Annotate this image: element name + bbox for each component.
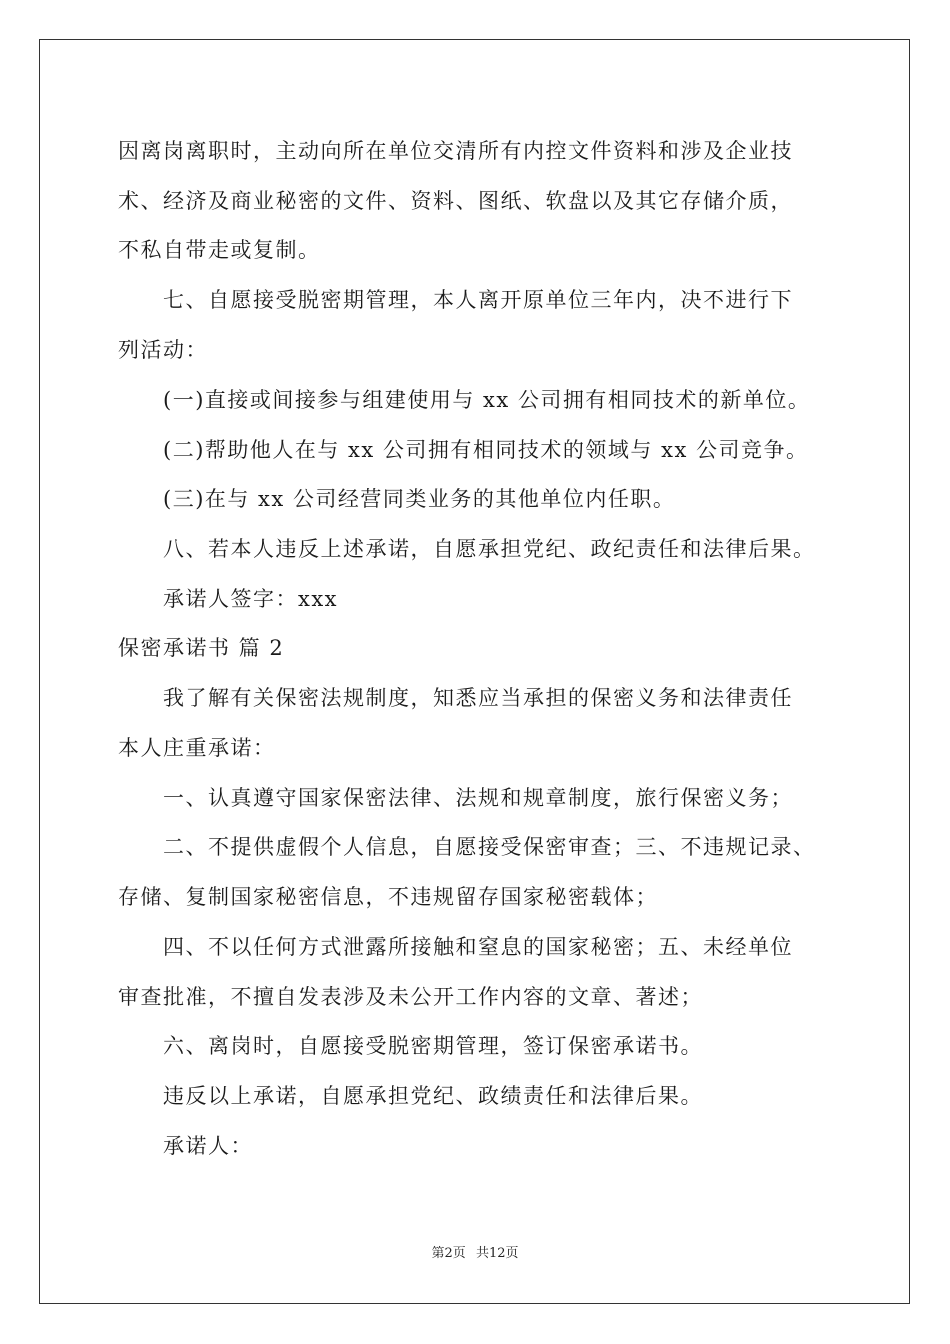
text-line: 列活动： [118,338,208,362]
page-number: 第2页 [431,1246,466,1261]
text-line: (三)在与 xx 公司经营同类业务的其他单位内任职。 [163,487,676,511]
text-line: 术、经济及商业秘密的文件、资料、图纸、软盘以及其它存储介质， [118,189,793,213]
text-line: 不私自带走或复制。 [118,238,321,262]
text-line: 我了解有关保密法规制度，知悉应当承担的保密义务和法律责任 [163,686,793,710]
text-line: 一、认真遵守国家保密法律、法规和规章制度，旅行保密义务； [163,786,793,810]
text-line: 八、若本人违反上述承诺，自愿承担党纪、政纪责任和法律后果。 [163,537,816,561]
text-line: 本人庄重承诺： [118,736,276,760]
page-footer [0,1245,950,1263]
text-line: (一)直接或间接参与组建使用与 xx 公司拥有相同技术的新单位。 [163,388,811,412]
text-line: 二、不提供虚假个人信息，自愿接受保密审查；三、不违规记录、 [163,835,816,859]
text-line: (二)帮助他人在与 xx 公司拥有相同技术的领域与 xx 公司竞争。 [163,438,809,462]
text-line: 六、离岗时，自愿接受脱密期管理，签订保密承诺书。 [163,1034,703,1058]
text-line: 因离岗离职时，主动向所在单位交清所有内控文件资料和涉及企业技 [118,139,793,163]
signature-line: 承诺人： [163,1134,253,1158]
text-line: 审查批准，不擅自发表涉及未公开工作内容的文章、著述； [118,985,703,1009]
page-border [39,39,910,1304]
page-total: 共12页 [475,1246,519,1261]
signature-line: 承诺人签字：xxx [163,587,339,611]
text-line: 违反以上承诺，自愿承担党纪、政绩责任和法律后果。 [163,1084,703,1108]
text-line: 四、不以任何方式泄露所接触和窒息的国家秘密；五、未经单位 [163,935,793,959]
text-line: 存储、复制国家秘密信息，不违规留存国家秘密载体； [118,885,658,909]
text-line: 七、自愿接受脱密期管理，本人离开原单位三年内，决不进行下 [163,288,793,312]
section-heading: 保密承诺书 篇 2 [118,636,285,660]
